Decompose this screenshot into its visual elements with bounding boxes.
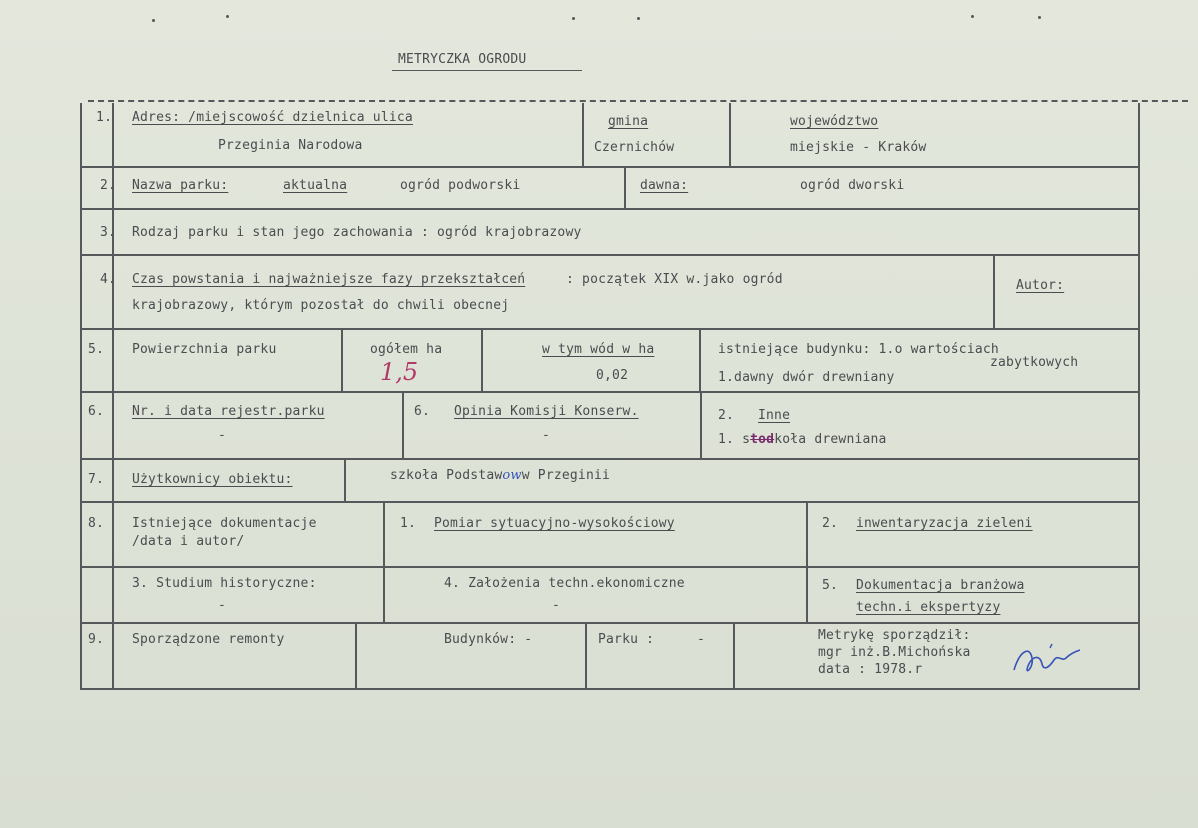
cell-divider: [993, 254, 995, 328]
other-value-part: 1. s: [718, 432, 751, 447]
history-label: 3. Studium historyczne:: [132, 576, 317, 591]
register-label: Nr. i data rejestr.parku: [132, 404, 325, 419]
row-line: [80, 622, 1140, 624]
cell-divider: [344, 458, 346, 501]
former-name-value: ogród dworski: [800, 178, 905, 193]
frame-left: [80, 103, 82, 690]
cell-divider: [806, 501, 808, 622]
survey-prefix: 1.: [400, 516, 417, 531]
gmina-label: gmina: [608, 114, 649, 129]
area-label: Powierzchnia parku: [132, 342, 277, 357]
buildings-value: 1.dawny dwór drewniany: [718, 370, 895, 385]
docs-label: Istniejące dokumentacje: [132, 516, 317, 531]
repairs-park-label: Parku :: [598, 632, 655, 647]
speck: [152, 19, 155, 22]
branch-prefix: 5.: [822, 578, 839, 593]
speck: [637, 17, 640, 20]
cell-divider: [355, 622, 357, 688]
cell-divider: [585, 622, 587, 688]
other-prefix: 2.: [718, 408, 735, 423]
cell-divider: [582, 103, 584, 166]
branch-docs-label-cont: techn.i ekspertyzy: [856, 600, 1001, 615]
other-label: Inne: [758, 408, 791, 423]
park-name-label: Nazwa parku:: [132, 178, 229, 193]
row-number: 9.: [88, 632, 105, 647]
origin-value-line1: : początek XIX w.jako ogród: [566, 272, 783, 287]
row-number: 2.: [100, 178, 117, 193]
signature-icon: [1010, 640, 1084, 682]
address-label: Adres: /miejscowość dzielnica ulica: [132, 110, 413, 125]
users-value-part: szkoła Podstaw: [390, 468, 503, 483]
row-number: 5.: [88, 342, 105, 357]
row-line: [80, 328, 1140, 330]
cell-divider: [729, 103, 731, 166]
greenery-label: inwentaryzacja zieleni: [856, 516, 1033, 531]
document-date: data : 1978.r: [818, 662, 923, 677]
title-underline: [392, 70, 582, 71]
row-line: [80, 458, 1140, 460]
history-value: -: [218, 598, 227, 613]
origin-value-line2: krajobrazowy, którym pozostał do chwili obecnej: [132, 298, 510, 313]
tech-eco-value: -: [552, 598, 561, 613]
top-dashed-line: [88, 100, 1188, 102]
opinion-value: -: [542, 428, 551, 443]
current-name-label: aktualna: [283, 178, 348, 193]
water-area-label: w tym wód w ha: [542, 342, 655, 357]
repairs-label: Sporządzone remonty: [132, 632, 285, 647]
opinion-prefix: 6.: [414, 404, 431, 419]
voivodeship-value: miejskie - Kraków: [790, 140, 927, 155]
repairs-park-value: -: [697, 632, 706, 647]
cell-divider: [699, 328, 701, 391]
cell-divider: [402, 391, 404, 458]
row-number: 6.: [88, 404, 105, 419]
speck: [971, 15, 974, 18]
row-line: [80, 391, 1140, 393]
cell-divider: [341, 328, 343, 391]
users-value-part: w Przeginii: [521, 468, 611, 483]
current-name-value: ogród podworski: [400, 178, 521, 193]
other-value-part: koła drewniana: [774, 432, 887, 447]
row-line: [80, 254, 1140, 256]
row-line: [80, 166, 1140, 168]
buildings-label: istniejące budynku: 1.o wartościach: [718, 342, 999, 357]
total-area-label: ogółem ha: [370, 342, 443, 357]
voivodeship-label: województwo: [790, 114, 879, 129]
made-by-label: Metrykę sporządził:: [818, 628, 971, 643]
row-number: 4.: [100, 272, 117, 287]
repairs-buildings-label: Budynków: -: [444, 632, 533, 647]
gmina-value: Czernichów: [594, 140, 675, 155]
cell-divider: [481, 328, 483, 391]
author-label: Autor:: [1016, 278, 1065, 293]
users-label: Użytkownicy obiektu:: [132, 472, 293, 487]
row-line: [80, 566, 1140, 568]
tech-eco-label: 4. Założenia techn.ekonomiczne: [444, 576, 685, 591]
cell-divider: [624, 166, 626, 208]
origin-label: Czas powstania i najważniejsze fazy przekształceń: [132, 272, 526, 287]
row-number: 8.: [88, 516, 105, 531]
address-value: Przeginia Narodowa: [218, 138, 363, 153]
docs-label-cont: /data i autor/: [132, 534, 245, 549]
row-line: [80, 208, 1140, 210]
survey-label: Pomiar sytuacyjno-wysokościowy: [434, 516, 675, 531]
row-number: 1.: [96, 110, 113, 125]
users-value: [390, 468, 610, 484]
cell-divider: [733, 622, 735, 688]
register-value: -: [218, 428, 227, 443]
row-line: [80, 688, 1140, 690]
users-value-handwritten: ow: [502, 468, 522, 483]
park-type-text: Rodzaj parku i stan jego zachowania : ogród krajobrazowy: [132, 225, 582, 240]
row-line: [80, 501, 1140, 503]
speck: [226, 15, 229, 18]
cell-divider: [700, 391, 702, 458]
greenery-prefix: 2.: [822, 516, 839, 531]
water-area-value: 0,02: [596, 368, 629, 383]
buildings-label-cont: zabytkowych: [990, 355, 1079, 370]
cell-divider: [383, 501, 385, 622]
row-number: 7.: [88, 472, 105, 487]
frame-right: [1138, 103, 1140, 690]
made-by-name: mgr inż.B.Michońska: [818, 645, 971, 660]
branch-docs-label: Dokumentacja branżowa: [856, 578, 1025, 593]
speck: [572, 17, 575, 20]
opinion-label: Opinia Komisji Konserw.: [454, 404, 639, 419]
former-name-label: dawna:: [640, 178, 689, 193]
total-area-value: 1,5: [380, 358, 419, 386]
row-number: 3.: [100, 225, 117, 240]
other-value-correction: tod: [750, 432, 775, 447]
speck: [1038, 16, 1041, 19]
document-title: METRYCZKA OGRODU: [398, 52, 527, 67]
other-value: [718, 432, 887, 448]
